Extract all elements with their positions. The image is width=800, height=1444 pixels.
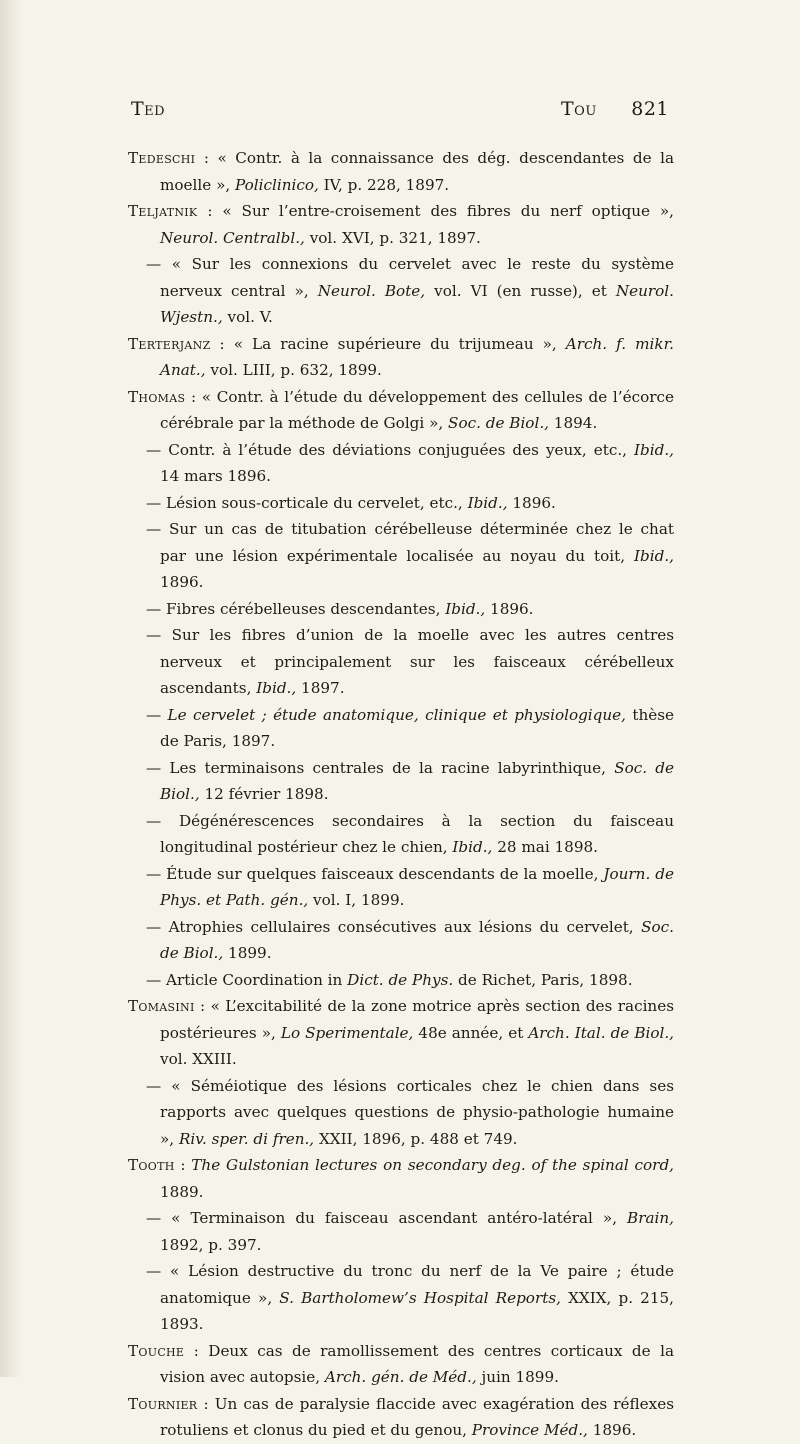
entry-text: — « Terminaison du faisceau ascendant antéro-latéral »,: [146, 1209, 628, 1227]
running-head-middle: Tou: [561, 98, 597, 120]
entry-text: XXII, 1896, p. 488 et 749.: [314, 1129, 518, 1148]
bibliography-entry: [128, 1391, 674, 1444]
entry-text: 14 mars 1896.: [160, 467, 271, 485]
entry-text: — Les terminaisons centrales de la racine labyrinthique,: [146, 758, 615, 777]
entry-text: 1896.: [507, 493, 556, 512]
entry-text: IV, p. 228, 1897.: [318, 175, 450, 194]
entry-text: — Fibres cérébelleuses descendantes,: [146, 599, 446, 618]
bibliography-subentry: [128, 861, 674, 914]
running-head-left: Ted: [131, 98, 166, 120]
entry-text: : « Contr. à l’étude du développement des cellules de l’écorce cérébrale par la méthode de Golgi »,: [160, 387, 674, 432]
entry-source-title: Soc. de Biol.,: [448, 414, 549, 432]
entry-text: —: [146, 705, 168, 724]
entry-author: Tooth: [128, 1156, 175, 1174]
bibliography-subentry: [128, 251, 674, 331]
entry-text: — Dégénérescences secondaires à la section du faisceau longitudinal postérieur chez le chien,: [146, 811, 674, 856]
bibliography-entry: [128, 331, 674, 384]
entry-source-title: Policlinico,: [235, 175, 319, 194]
entry-source-title: Riv. sper. di fren.,: [178, 1129, 315, 1148]
entry-text: :: [174, 1156, 192, 1174]
entry-source-title: Journ. de Phys. et Path. gén.,: [160, 864, 674, 909]
bibliography-subentry: [128, 1073, 674, 1153]
entry-source-title: Neurol. Wjestn.,: [160, 281, 674, 326]
entry-text: 28 mai 1898.: [492, 838, 598, 856]
entry-text: 1899.: [223, 944, 272, 962]
entry-source-title: Arch. gén. de Méd.,: [324, 1368, 477, 1386]
entry-text: — Sur les fibres d’union de la moelle avec les autres centres nerveux et principalement sur les faisceaux cérébelleux ascendants,: [146, 626, 674, 697]
entry-text: vol. XXIII.: [160, 1050, 237, 1068]
bibliography-subentry: [128, 516, 674, 596]
bibliography-entry: [128, 1338, 674, 1391]
bibliography-entry: [128, 198, 674, 251]
entry-text: de Richet, Paris, 1898.: [453, 970, 633, 989]
entry-source-title: S. Bartholomew’s Hospital Reports,: [279, 1288, 561, 1307]
entry-source-title: Brain,: [627, 1209, 674, 1227]
entry-text: 1892, p. 397.: [160, 1235, 262, 1254]
entry-source-title: Soc. de Biol.,: [160, 917, 674, 962]
entry-text: : « L’excitabilité de la zone motrice après section des racines postérieures »,: [160, 997, 674, 1042]
entry-author: Teljatnik: [128, 202, 198, 220]
entry-text: 1896.: [160, 573, 204, 591]
entry-text: vol. LIII, p. 632, 1899.: [205, 361, 382, 379]
bibliography-subentry: [128, 914, 674, 967]
bibliography-entry: [128, 145, 674, 198]
entry-text: 1894.: [548, 414, 598, 432]
entry-text: vol. I, 1899.: [308, 891, 405, 909]
entry-source-title: Ibid.,: [467, 493, 508, 512]
entry-author: Thomas: [128, 387, 186, 406]
bibliography-subentry: [128, 967, 674, 994]
entry-source-title: Ibid.,: [452, 838, 493, 856]
bibliography-list: [128, 145, 674, 1444]
entry-text: 1889.: [160, 1182, 204, 1201]
entry-source-title: Neurol. Centralbl.,: [160, 228, 305, 247]
entry-text: : Un cas de paralysie flaccide avec exagération des réflexes rotuliens et clonus du pied et du genou,: [160, 1394, 674, 1439]
entry-text: — Lésion sous-corticale du cervelet, etc.,: [146, 493, 468, 512]
bibliography-entry: [128, 1152, 674, 1205]
entry-text: — Étude sur quelques faisceaux descendants de la moelle,: [146, 864, 604, 883]
entry-text: : « La racine supérieure du trijumeau »,: [210, 334, 566, 353]
entry-text: : « Sur l’entre-croisement des fibres du nerf optique »,: [197, 202, 674, 220]
bibliography-subentry: [128, 1205, 674, 1258]
entry-author: Terterjanz: [128, 334, 211, 353]
bibliography-entry: [128, 993, 674, 1073]
entry-text: vol. VI (en russe), et: [425, 281, 616, 300]
bibliography-entry: [128, 384, 674, 437]
entry-text: 1896.: [485, 599, 534, 618]
entry-source-title: Dict. de Phys.: [347, 970, 454, 989]
bibliography-subentry: [128, 437, 674, 490]
entry-author: Touche: [128, 1341, 185, 1360]
entry-author: Tedeschi: [128, 149, 196, 167]
entry-text: — « Lésion destructive du tronc du nerf de la Ve paire ; étude anatomique »,: [146, 1262, 674, 1307]
entry-text: XXIX, p. 215, 1893.: [160, 1288, 674, 1333]
running-head: [131, 98, 669, 120]
bibliography-subentry: [128, 755, 674, 808]
entry-text: — Atrophies cellulaires consécutives aux lésions du cervelet,: [146, 917, 642, 936]
entry-source-title: Ibid.,: [445, 599, 486, 618]
entry-text: — Contr. à l’étude des déviations conjuguées des yeux, etc.,: [146, 440, 635, 459]
entry-text: vol. V.: [222, 308, 273, 326]
bibliography-subentry: [128, 702, 674, 755]
page-number: 821: [631, 98, 669, 120]
entry-text: 12 février 1898.: [199, 785, 329, 803]
entry-text: 1896.: [587, 1421, 637, 1439]
entry-text: — Sur un cas de titubation cérébelleuse déterminée chez le chat par une lésion expérimentale localisée au noyau du toit,: [146, 520, 674, 565]
entry-source-title: Arch. Ital. de Biol.,: [528, 1023, 674, 1042]
bibliography-subentry: [128, 490, 674, 517]
entry-author: Tournier: [128, 1394, 198, 1413]
entry-text: : Deux cas de ramollissement des centres corticaux de la vision avec autopsie,: [160, 1341, 674, 1386]
entry-source-title: Ibid.,: [256, 679, 297, 697]
bibliography-subentry: [128, 622, 674, 702]
entry-source-title: Neurol. Bote,: [317, 281, 426, 300]
entry-text: — Article Coordination in: [146, 970, 348, 989]
entry-source-title: Soc. de Biol.,: [160, 758, 674, 803]
entry-source-title: Le cervelet ; étude anatomique, clinique et physiologique,: [167, 705, 626, 724]
entry-text: — « Séméiotique des lésions corticales chez le chien dans ses rapports avec quelques questions de physio-pathologie humaine »,: [146, 1076, 674, 1148]
entry-source-title: Arch. f. mikr. Anat.,: [160, 334, 674, 379]
entry-text: — « Sur les connexions du cervelet avec le reste du système nerveux central »,: [146, 255, 674, 300]
entry-text: thèse de Paris, 1897.: [160, 705, 675, 750]
entry-text: vol. XVI, p. 321, 1897.: [304, 228, 481, 247]
bibliography-subentry: [128, 808, 674, 861]
bibliography-subentry: [128, 596, 674, 623]
entry-source-title: Lo Sperimentale,: [280, 1023, 414, 1042]
entry-source-title: Province Méd.,: [471, 1421, 588, 1439]
entry-text: : « Contr. à la connaissance des dég. descendantes de la moelle »,: [160, 149, 674, 194]
bibliography-subentry: [128, 1258, 674, 1338]
entry-text: juin 1899.: [476, 1368, 559, 1386]
entry-source-title: Ibid.,: [634, 546, 674, 565]
entry-source-title: Ibid.,: [634, 440, 674, 459]
entry-text: 1897.: [296, 679, 345, 697]
entry-author: Tomasini: [128, 997, 195, 1015]
entry-source-title: The Gulstonian lectures on secondary deg. of the spinal cord,: [191, 1156, 674, 1174]
entry-text: 48e année, et: [413, 1023, 529, 1042]
